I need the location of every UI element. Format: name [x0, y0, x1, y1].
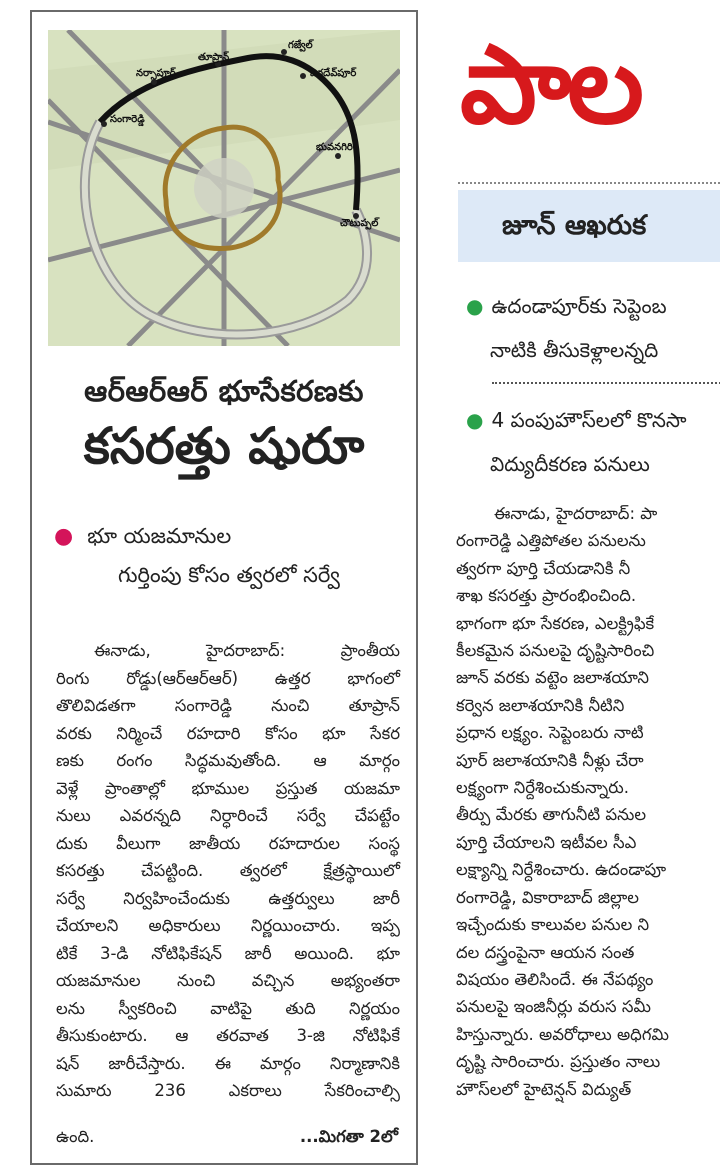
body-line: తీసుకుంటారు. ఆ తరవాత 3-జి నోటిఫికే [56, 1026, 400, 1045]
right-bullet-1-line-1: ఉదండాపూర్‌కు సెప్టెంబ [491, 294, 667, 318]
body-line: నులు ఎవరన్నది నిర్ధారించే సర్వే చేపట్టేం [56, 806, 400, 825]
body-line: హౌస్‌లలో హైటెన్షన్ విద్యుత్ [456, 1079, 632, 1099]
article-kicker: ఆర్‌ఆర్‌ఆర్ భూసేకరణకు [84, 374, 364, 408]
body-line: త్వరగా పూర్తి చేయడానికి నీ [456, 558, 631, 578]
body-line: ఇచ్చేందుకు కాలువల పనుల ని [456, 915, 650, 935]
body-line: యజమానుల నుంచి వచ్చిన అభ్యంతరా [56, 971, 400, 990]
body-line: పూర్ జలాశయానికి నీళ్లు చేరా [456, 750, 644, 770]
body-line: ఈనాడు, హైదరాబాద్: పా [494, 504, 658, 523]
town-marker-gajwel [281, 49, 287, 55]
body-line: షన్ జారీచేస్తారు. ఈ మార్గం నిర్మాణానికి [56, 1053, 400, 1073]
body-line: ప్రధాన లక్ష్యం. సెప్టెంబరు నాటి [456, 723, 644, 743]
body-line: సుమారు 236 ఎకరాలు సేకరించాల్సి [56, 1081, 400, 1100]
body-line: హిస్తున్నారు. అవరోధాలు అధిగమి [456, 1024, 669, 1044]
right-bullet-2-line-1: 4 పంపుహౌస్‌లలో కొనసా [491, 408, 687, 432]
body-line: భాగంగా భూ సేకరణ, ఎలక్ట్రిఫికే [456, 613, 655, 633]
body-line: దృష్టి సారించారు. ప్రస్తుతం నాలు [456, 1052, 661, 1072]
body-line: చేయాలని అధికారులు నిర్ణయించారు. ఇప్ప [56, 916, 400, 935]
body-line: విషయం తెలిసిందే. ఈ నేపథ్యం [456, 969, 654, 989]
map-label-sangareddy: సంగారెడ్డి [110, 114, 145, 125]
article-headline: కసరత్తు షురూ [83, 417, 365, 475]
article-highlight [54, 517, 406, 594]
body-line: ఈనాడు, హైదరాబాద్: ప్రాంతీయ [94, 641, 400, 660]
body-line: శాఖ కసరత్తు ప్రారంభించింది. [456, 586, 637, 606]
body-line: రింగు రోడ్డు(ఆర్‌ఆర్‌ఆర్) ఉత్తర భాగంలో [56, 668, 400, 688]
body-line: రంగారెడ్డి, వికారాబాద్ జిల్లాల [456, 887, 639, 907]
city-core [194, 158, 254, 218]
map-label-gajwel: గజ్వేల్ [288, 40, 313, 51]
body-line: రంగారెడ్డి ఎత్తిపోతల పనులను [456, 531, 646, 551]
body-line: తొలివిడతగా సంగారెడ్డి నుంచి తూప్రాన్ [56, 696, 400, 715]
continued-link[interactable]: ...మిగతా 2లో [299, 1127, 398, 1146]
highlight-line-2: గుర్తింపు కోసం త్వరలో సర్వే [118, 563, 340, 587]
article-last-line: ఉంది. [56, 1127, 95, 1146]
article-body [56, 637, 400, 1105]
body-line: లక్ష్యాన్ని నిర్దేశించారు. ఉదండాపూ [456, 860, 667, 880]
divider [492, 382, 720, 384]
highlight-text-1: భూ యజమానుల [87, 524, 232, 548]
article-masthead: పాల [460, 22, 640, 148]
body-line: కర్వెన జలాశయానికి నీటిని [456, 695, 625, 715]
rrr-article [30, 10, 418, 1165]
body-line: పూర్తి చేయాలని ఇటీవల సీఎ [456, 832, 637, 852]
map-label-toopran: తూప్రాన్ [198, 52, 230, 63]
body-line: వెళ్లే ప్రాంతాల్లో భూముల ప్రస్తుత యజమా [56, 778, 400, 798]
bullet-dot-icon: ● [466, 408, 484, 432]
right-bullet-2 [466, 398, 687, 442]
body-line: సర్వే నిర్వహించేందుకు ఉత్తర్వులు జారీ [56, 888, 400, 908]
bullet-dot-icon: ● [466, 294, 484, 318]
right-bullet-1 [466, 284, 667, 328]
body-line: జూన్ వరకు వట్టెం జలాశయాని [456, 668, 649, 688]
body-line: ణకు రంగం సిద్ధమవుతోంది. ఆ మార్గం [56, 751, 400, 770]
map-label-choutuppal: చౌటుప్పల్ [340, 218, 379, 229]
body-line: వరకు నిర్మించే రహదారి కోసం భూ సేకర [56, 723, 400, 743]
town-marker-bhuvanagiri [335, 153, 341, 159]
article-footer [56, 1127, 398, 1150]
palamuru-article [432, 0, 720, 1174]
town-marker-sangareddy [101, 121, 107, 127]
town-marker-jagadevpur [300, 73, 306, 79]
right-article-body [456, 500, 720, 1103]
body-line: దల దస్త్రంపైనా ఆయన సంత [456, 942, 635, 962]
town-marker-narsapur [151, 79, 157, 85]
body-line: దుకు వీలుగా జాతీయ రహదారుల సంస్థ [56, 833, 400, 853]
right-bullet-2-line-2: విద్యుదీకరణ పనులు [490, 452, 650, 476]
bullet-dot-icon: ● [54, 524, 74, 549]
map-label-bhuvanagiri: భువనగిరి [316, 142, 353, 153]
body-line: లక్ష్యంగా నిర్దేశించుకున్నారు. [456, 778, 629, 798]
divider [458, 182, 720, 184]
body-line: కీలకమైన పనులపై దృష్టిసారించి [456, 641, 655, 661]
body-line: లను స్వీకరించి వాటిపై తుది నిర్ణయం [56, 998, 400, 1018]
body-line: కసరత్తు చేపట్టింది. త్వరలో క్షేత్రస్థాయిలో [56, 861, 400, 880]
rrr-route-map [48, 30, 400, 346]
body-line: తీర్పు మేరకు తాగునీటి పనుల [456, 805, 647, 825]
article-subheading: జూన్ ఆఖరుక [458, 190, 720, 262]
map-label-jagadevpur: జగదేవ్‌పూర్ [310, 68, 357, 79]
body-line: టికే 3-డి నోటిఫికేషన్ జారీ అయింది. భూ [56, 943, 400, 963]
map-label-narsapur: నర్సాపూర్ [136, 68, 176, 79]
highlight-line-1 [54, 517, 406, 556]
right-bullet-1-line-2: నాటికి తీసుకెళ్లాలన్నది [490, 338, 659, 362]
body-line: పనులపై ఇంజినీర్లు వరుస సమీ [456, 997, 651, 1017]
